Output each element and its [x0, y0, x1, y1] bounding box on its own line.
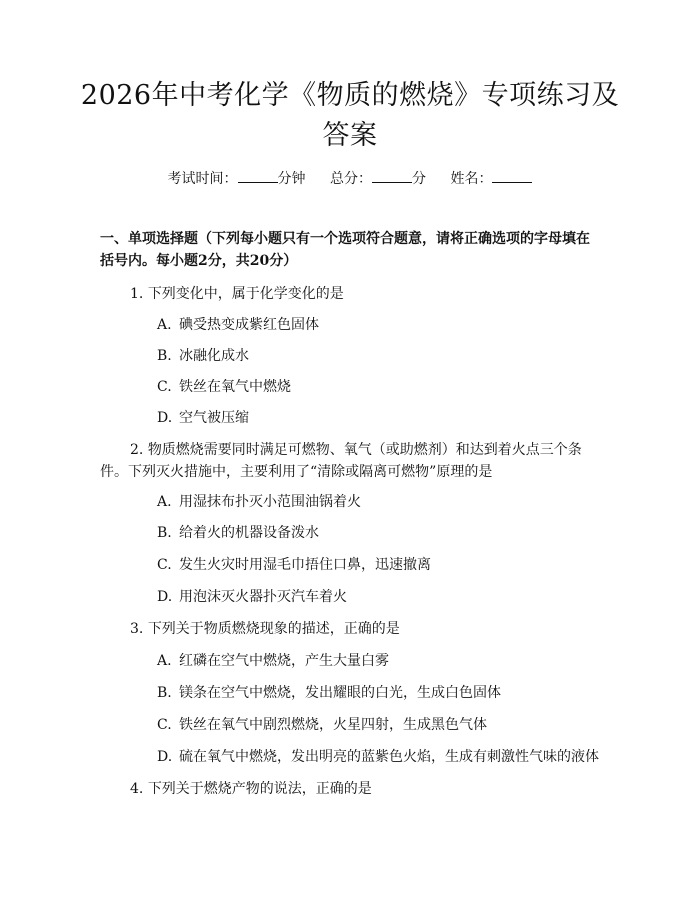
q3-option-b — [157, 683, 617, 703]
option-letter: B. — [157, 525, 172, 541]
page-title — [60, 76, 640, 156]
question-stem: 下列关于燃烧产物的说法，正确的是 — [147, 781, 372, 797]
question-1 — [100, 283, 600, 305]
option-text: 用泡沫灭火器扑灭汽车着火 — [179, 589, 347, 605]
q1-option-c — [157, 377, 617, 397]
option-text: 镁条在空气中燃烧，发出耀眼的白光，生成白色固体 — [179, 685, 501, 701]
option-letter: D. — [157, 410, 173, 426]
option-text: 铁丝在氧气中剧烈燃烧，火星四射，生成黑色气体 — [179, 717, 487, 733]
question-number: 2. — [130, 442, 144, 458]
question-number: 4. — [130, 781, 144, 797]
q2-option-d — [157, 587, 617, 607]
option-text: 硫在氧气中燃烧，发出明亮的蓝紫色火焰，生成有刺激性气味的液体 — [179, 749, 599, 765]
exam-meta — [0, 168, 700, 189]
q2-option-c — [157, 555, 617, 575]
option-letter: B. — [157, 348, 172, 364]
name-blank — [492, 168, 532, 183]
question-4 — [100, 778, 600, 800]
option-letter: B. — [157, 685, 172, 701]
q2-option-b — [157, 523, 617, 543]
title-line-2: 答案 — [322, 120, 378, 151]
option-text: 给着火的机器设备泼水 — [179, 525, 319, 541]
q1-option-a — [157, 315, 617, 335]
time-label: 考试时间： — [167, 171, 238, 187]
score-unit: 分 — [412, 171, 426, 187]
score-blank — [372, 168, 412, 183]
option-text: 红磷在空气中燃烧，产生大量白雾 — [179, 653, 389, 669]
option-letter: A. — [157, 317, 172, 333]
question-number: 3. — [130, 621, 144, 637]
option-letter: D. — [157, 589, 173, 605]
option-text: 空气被压缩 — [179, 410, 249, 426]
option-letter: A. — [157, 653, 172, 669]
question-stem: 物质燃烧需要同时满足可燃物、氧气（或助燃剂）和达到着火点三个条件。下列灭火措施中，主要利用了“清除或隔离可燃物”原理的是 — [100, 442, 582, 480]
option-letter: D. — [157, 749, 173, 765]
option-letter: C. — [157, 379, 172, 395]
option-text: 用湿抹布扑灭小范围油锅着火 — [179, 494, 361, 510]
option-letter: C. — [157, 557, 172, 573]
q2-option-a — [157, 492, 617, 512]
option-text: 发生火灾时用湿毛巾捂住口鼻，迅速撤离 — [179, 557, 431, 573]
q3-option-d — [157, 747, 617, 767]
question-number: 1. — [130, 286, 144, 302]
score-label: 总分： — [330, 171, 372, 187]
option-letter: A. — [157, 494, 172, 510]
exam-time — [168, 168, 306, 189]
question-2 — [100, 439, 600, 483]
q1-option-b — [157, 346, 617, 366]
section-heading: 一、单项选择题（下列每小题只有一个选项符合题意，请将正确选项的字母填在括号内。每小题2分，共20分） — [100, 231, 590, 269]
option-text: 铁丝在氧气中燃烧 — [179, 379, 291, 395]
time-unit: 分钟 — [277, 171, 306, 187]
student-name — [450, 168, 532, 189]
question-3 — [100, 618, 600, 640]
option-letter: C. — [157, 717, 172, 733]
option-text: 碘受热变成紫红色固体 — [179, 317, 319, 333]
total-score — [330, 168, 426, 189]
question-stem: 下列关于物质燃烧现象的描述，正确的是 — [147, 621, 400, 637]
title-line-1: 2026年中考化学《物质的燃烧》专项练习及 — [80, 80, 620, 111]
q1-option-d — [157, 408, 617, 428]
q3-option-c — [157, 715, 617, 735]
q3-option-a — [157, 651, 617, 671]
time-blank — [238, 168, 278, 183]
question-stem: 下列变化中，属于化学变化的是 — [147, 286, 344, 302]
option-text: 冰融化成水 — [179, 348, 249, 364]
name-label: 姓名： — [450, 171, 493, 187]
